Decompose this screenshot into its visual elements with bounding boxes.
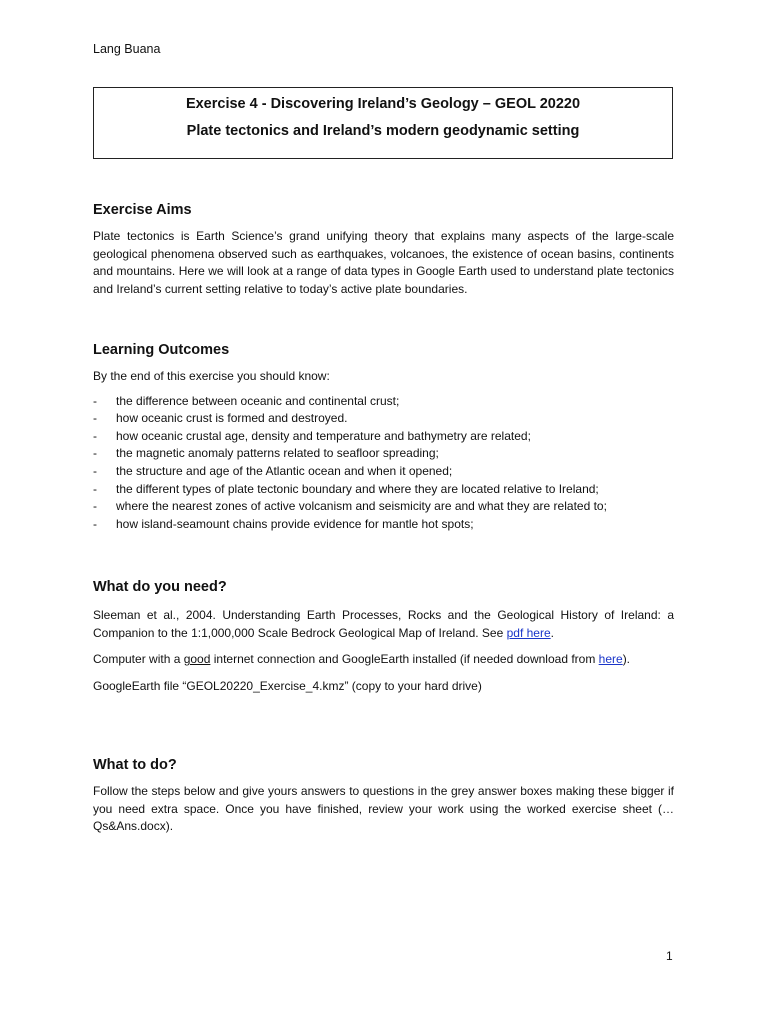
good-emphasis: good bbox=[183, 652, 211, 667]
instructions-heading: What to do? bbox=[93, 757, 177, 773]
pdf-link[interactable]: pdf here bbox=[506, 625, 551, 640]
exercise-title: Exercise 4 - Discovering Ireland’s Geology – GEOL 20220 bbox=[185, 96, 581, 112]
kmz-file-text: GoogleEarth file “GEOL20220_Exercise_4.kmz” (copy to your hard drive) bbox=[93, 678, 482, 693]
outcomes-section bbox=[93, 342, 674, 533]
bullet-dash: - bbox=[93, 428, 97, 443]
bullet-dash: - bbox=[93, 393, 97, 408]
aims-text: Plate tectonics is Earth Science’s grand unifying theory that explains many aspects of the large-scale geological phenomena observed such as earthquakes, volcanoes, the existence of ocean basins, continents and mountains. Here we will look at a range of data types in Google Earth used to understand plate tectonics and Ireland’s current setting relative to today’s active plate boundaries. bbox=[93, 229, 674, 296]
list-item-text: how oceanic crust is formed and destroyed. bbox=[116, 411, 348, 426]
computer-text-middle: internet connection and GoogleEarth installed (if needed download from bbox=[210, 652, 599, 667]
list-item bbox=[93, 481, 674, 499]
list-item-text: where the nearest zones of active volcanism and seismicity are and what they are related to; bbox=[116, 499, 607, 514]
bullet-dash: - bbox=[93, 499, 97, 514]
outcomes-list bbox=[93, 393, 674, 534]
aims-heading: Exercise Aims bbox=[93, 202, 192, 218]
list-item-text: how island-seamount chains provide evidence for mantle hot spots; bbox=[116, 516, 474, 531]
download-link[interactable]: here bbox=[598, 652, 623, 667]
outcomes-intro: By the end of this exercise you should know: bbox=[93, 369, 330, 383]
list-item bbox=[93, 498, 674, 516]
title-box bbox=[93, 87, 673, 159]
list-item bbox=[93, 516, 674, 534]
computer-text-end: ). bbox=[622, 652, 631, 667]
instructions-section bbox=[93, 757, 674, 836]
list-item-text: the structure and age of the Atlantic ocean and when it opened; bbox=[116, 463, 453, 478]
requirements-section bbox=[93, 579, 674, 695]
list-item bbox=[93, 410, 674, 428]
instructions-text: Follow the steps below and give yours answers to questions in the grey answer boxes making these bigger if you need extra space. Once you have finished, review your work using the worked exercise sheet (…Qs&Ans.docx). bbox=[93, 784, 674, 834]
list-item-text: how oceanic crustal age, density and temperature and bathymetry are related; bbox=[116, 428, 531, 443]
reference-end: . bbox=[550, 625, 554, 640]
list-item bbox=[93, 428, 674, 446]
aims-section bbox=[93, 202, 674, 298]
bullet-dash: - bbox=[93, 446, 97, 461]
bullet-dash: - bbox=[93, 463, 97, 478]
bullet-dash: - bbox=[93, 516, 97, 531]
list-item bbox=[93, 463, 674, 481]
computer-text bbox=[93, 651, 674, 669]
exercise-subtitle: Plate tectonics and Ireland’s modern geodynamic setting bbox=[186, 123, 580, 139]
requirements-heading: What do you need? bbox=[93, 579, 227, 595]
list-item-text: the difference between oceanic and continental crust; bbox=[116, 393, 400, 408]
author-name: Lang Buana bbox=[93, 42, 161, 56]
bullet-dash: - bbox=[93, 411, 97, 426]
bullet-dash: - bbox=[93, 481, 97, 496]
outcomes-heading: Learning Outcomes bbox=[93, 342, 230, 358]
list-item-text: the different types of plate tectonic boundary and where they are located relative to Ireland; bbox=[116, 481, 599, 496]
list-item bbox=[93, 393, 674, 411]
list-item-text: the magnetic anomaly patterns related to seafloor spreading; bbox=[116, 446, 439, 461]
computer-text-start: Computer with a bbox=[93, 652, 184, 667]
page-number: 1 bbox=[666, 949, 673, 963]
reference-citation: Sleeman et al., 2004. Understanding Earth Processes, Rocks and the Geological History of Ireland: a Companion to the 1:1,000,000 Scale Bedrock Geological Map of Ireland. See bbox=[93, 608, 674, 640]
list-item bbox=[93, 445, 674, 463]
reference-text bbox=[93, 607, 674, 642]
